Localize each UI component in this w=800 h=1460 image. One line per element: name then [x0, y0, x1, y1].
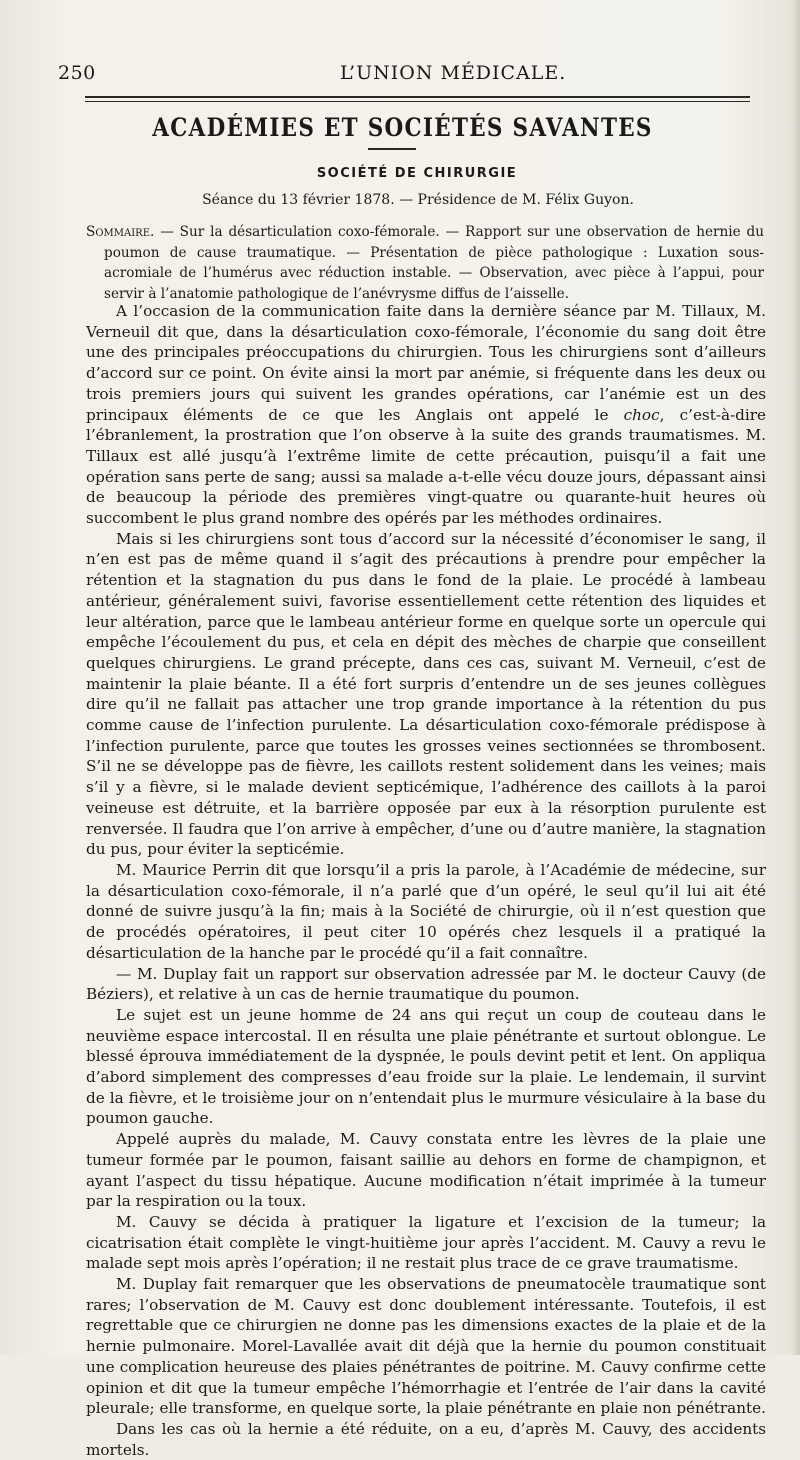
summary: [86, 222, 764, 304]
session-line: Séance du 13 février 1878. — Présidence de M. Félix Guyon.: [202, 192, 634, 208]
paragraph: M. Duplay fait remarquer que les observations de pneumatocèle traumatique sont rares; l’observation de M. Cauvy est donc doublement intéressante. Toutefois, il est regrettable que ce chirurgien ne donne pas les dimensions exactes de la plaie et de la hernie pulmonaire. Morel-Lavallée avait dit déjà que la hernie du poumon constituait une complication heureuse des plaies pénétrantes de poitrine. M. Cauvy confirme cette opinion et dit que la tumeur empêche l’hémorrhagie et l’entrée de l’air dans la cavité pleurale; elle transforme, en quelque sorte, la plaie pénétrante en plaie non pénétrante.: [86, 1275, 766, 1418]
section-title: ACADÉMIES ET SOCIÉTÉS SAVANTES: [152, 113, 653, 142]
paragraph: — M. Duplay fait un rapport sur observation adressée par M. le docteur Cauvy (de Béziers), et relative à un cas de hernie traumatique du poumon.: [86, 964, 766, 1004]
paragraph: A l’occasion de la communication faite dans la dernière séance par M. Tillaux, M. Verneuil dit que, dans la désarticulation coxo-fémorale, l’économie du sang doit être une des principales préoccupations du chirurgien. Tous les chirurgiens sont d’ailleurs d’accord sur ce point. On évite ainsi la mort par anémie, si fréquente dans les deux ou trois premiers jours qui suivent les grandes opérations, car l’anémie est un des principaux éléments de ce que les Anglais ont appelé le choc, c’est-à-dire l’ébranlement, la prostration que l’on observe à la suite des grands traumatismes. M. Tillaux est allé jusqu’à l’extrême limite de cette précaution, puisqu’il a fait une opération sans perte de sang; aussi sa malade a-t-elle vécu douze jours, dépassant ainsi de beaucoup la période des premières vingt-quatre ou quarante-huit heures où succombent le plus grand nombre des opérés par les méthodes ordinaires.: [86, 302, 766, 528]
header-rule-thin: [85, 101, 750, 102]
emphasis: choc: [623, 405, 660, 424]
summary-paragraph: [86, 222, 764, 304]
paragraph: M. Cauvy se décida à pratiquer la ligature et l’excision de la tumeur; la cicatrisation était complète le vingt-huitième jour après l’accident. M. Cauvy a revu le malade sept mois après l’opération; il ne restait plus trace de ce grave traumatisme.: [86, 1212, 766, 1273]
summary-text: — Sur la désarticulation coxo-fémorale. — Rapport sur une observation de hernie du poumon de cause traumatique. — Présentation de pièce pathologique : Luxation sous-acromiale de l’humérus avec réduction instable. — Observation, avec pièce à l’appui, pour servir à l’anatomie pathologique de l’anévrysme diffus de l’aisselle.: [104, 224, 764, 302]
society-name: SOCIÉTÉ DE CHIRURGIE: [316, 166, 518, 181]
page-header: [58, 62, 748, 90]
page-number: 250: [58, 62, 96, 84]
paragraph: Dans les cas où la hernie a été réduite, on a eu, d’après M. Cauvy, des accidents mortels.: [86, 1419, 766, 1459]
paragraph: Mais si les chirurgiens sont tous d’accord sur la nécessité d’économiser le sang, il n’en est pas de même quand il s’agit des précautions à prendre pour empêcher la rétention et la stagnation du pus dans le fond de la plaie. Le procédé à lambeau antérieur, généralement suivi, favorise essentiellement cette rétention des liquides et leur altération, parce que le lambeau antérieur forme en quelque sorte un opercule qui empêche l’écoulement du pus, et cela en dépit des mèches de charpie que conseillent quelques chirurgiens. Le grand précepte, dans ces cas, suivant M. Verneuil, c’est de maintenir la plaie béante. Il a été fort surpris d’entendre un de ses jeunes collègues dire qu’il ne fallait pas attacher une trop grande importance à la rétention du pus comme cause de l’infection purulente. La désarticulation coxo-fémorale prédispose à l’infection purulente, parce que toutes les grosses veines sectionnées se thrombosent. S’il ne se développe pas de fièvre, les caillots restent solidement dans les veines; mais s’il y a fièvre, si le malade devient septicémique, l’adhérence des caillots à la paroi veineuse est détruite, et la barrière opposée par eux à la résorption purulente est renversée. Il faudra que l’on arrive à empêcher, d’une ou d’autre manière, la stagnation du pus, pour éviter la septicémie.: [86, 529, 766, 859]
summary-lead: Sommaire.: [86, 224, 155, 240]
paragraph: Appelé auprès du malade, M. Cauvy constata entre les lèvres de la plaie une tumeur formée par le poumon, faisant saillie au dehors en forme de champignon, et ayant l’aspect du tissu hépatique. Aucune modification n’était imprimée à la tumeur par la respiration ou la toux.: [86, 1130, 766, 1211]
article-body: [86, 301, 766, 1460]
paragraph: Le sujet est un jeune homme de 24 ans qui reçut un coup de couteau dans le neuvième espace intercostal. Il en résulta une plaie pénétrante et surtout oblongue. Le blessé éprouva immédiatement de la dyspnée, le pouls devint petit et lent. On appliqua d’abord simplement des compresses d’eau froide sur la plaie. Le lendemain, il survint de la fièvre, et le troisième jour on n’entendait plus le murmure vésiculaire à la base du poumon gauche.: [86, 1005, 766, 1128]
paragraph: M. Maurice Perrin dit que lorsqu’il a pris la parole, à l’Académie de médecine, sur la désarticulation coxo-fémorale, il n’a parlé que d’un opéré, le seul qu’il lui ait été donné de suivre jusqu’à la fin; mais à la Société de chirurgie, où il n’est question que de procédés opératoires, il peut citer 10 opérés chez lesquels il a pratiqué la désarticulation de la hanche par le procédé qu’il a fait connaître.: [86, 860, 766, 962]
title-rule: [368, 148, 416, 150]
header-rule: [85, 96, 750, 98]
running-head: L’UNION MÉDICALE.: [340, 62, 567, 84]
